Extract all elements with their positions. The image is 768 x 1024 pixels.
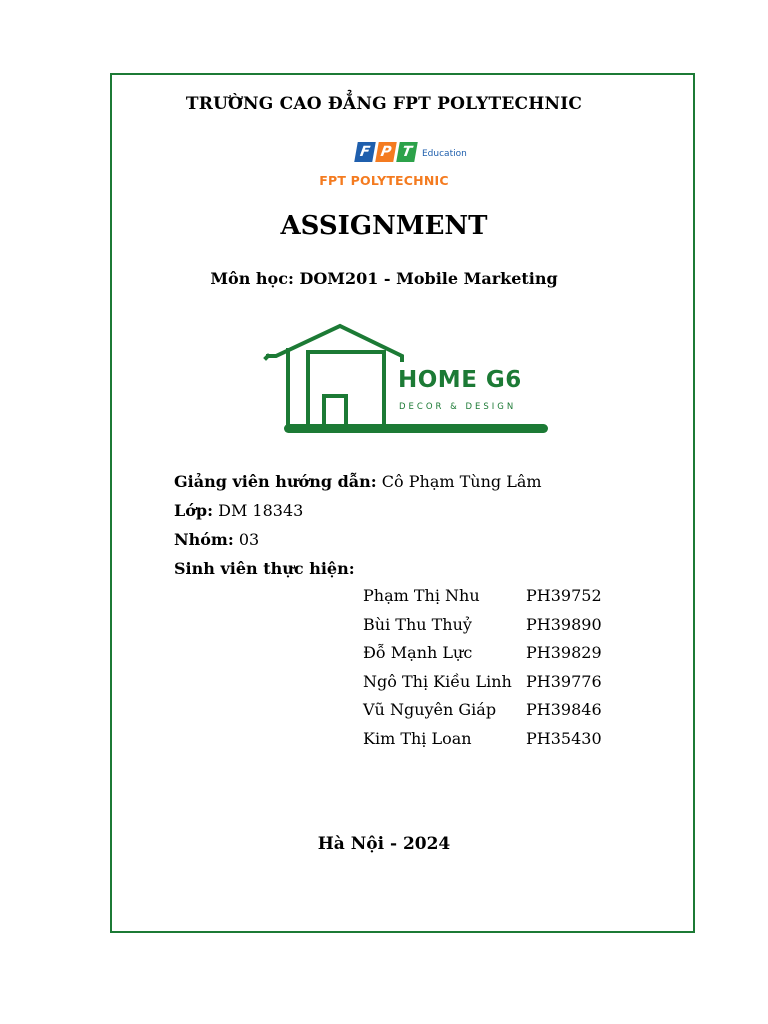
students-label: Sinh viên thực hiện: xyxy=(174,559,355,578)
brand-tagline: DECOR & DESIGN xyxy=(399,402,517,412)
document-title: ASSIGNMENT xyxy=(280,211,488,241)
student-id: PH39752 xyxy=(526,586,602,605)
student-name: Bùi Thu Thuỷ xyxy=(363,614,472,634)
student-row xyxy=(363,728,602,757)
student-name: Vũ Nguyên Giáp xyxy=(363,700,497,719)
student-id: PH35430 xyxy=(526,728,602,748)
school-name: TRƯỜNG CAO ĐẲNG FPT POLYTECHNIC xyxy=(185,94,583,114)
class-line xyxy=(174,501,303,521)
student-row xyxy=(363,614,602,643)
student-row xyxy=(363,699,602,728)
fpt-education-text: Education xyxy=(422,149,467,159)
subject-label: Môn học: xyxy=(210,269,294,288)
instructor-value: Cô Phạm Tùng Lâm xyxy=(381,472,542,491)
student-list xyxy=(363,585,602,756)
students-heading xyxy=(174,559,355,579)
instructor-line xyxy=(174,472,542,492)
subject-line xyxy=(0,269,768,288)
student-row xyxy=(363,671,602,700)
subject-value: DOM201 - Mobile Marketing xyxy=(299,269,558,288)
student-name: Đỗ Mạnh Lực xyxy=(363,643,473,662)
fpt-polytechnic-logo-text: FPT POLYTECHNIC xyxy=(319,173,449,188)
student-id: PH39890 xyxy=(526,614,602,634)
instructor-label: Giảng viên hướng dẫn: xyxy=(174,472,377,491)
brand-name: HOME G6 xyxy=(398,367,522,393)
student-row xyxy=(363,585,602,614)
student-name: Ngô Thị Kiều Linh xyxy=(363,671,512,691)
fpt-education-logo xyxy=(356,138,467,162)
class-label: Lớp: xyxy=(174,501,214,520)
fpt-letter-p: P xyxy=(375,142,397,162)
fpt-letter-f: F xyxy=(354,142,376,162)
fpt-letter-t: T xyxy=(396,142,418,162)
group-value: 03 xyxy=(238,530,260,549)
student-row xyxy=(363,642,602,671)
student-id: PH39829 xyxy=(526,643,602,662)
group-line xyxy=(174,530,259,550)
student-id: PH39776 xyxy=(526,671,602,691)
group-label: Nhóm: xyxy=(174,530,234,549)
class-value: DM 18343 xyxy=(218,501,304,520)
student-id: PH39846 xyxy=(526,700,602,719)
student-name: Kim Thị Loan xyxy=(363,728,472,748)
place-date-footer: Hà Nội - 2024 xyxy=(317,834,451,854)
student-name: Phạm Thị Nhu xyxy=(363,586,480,605)
